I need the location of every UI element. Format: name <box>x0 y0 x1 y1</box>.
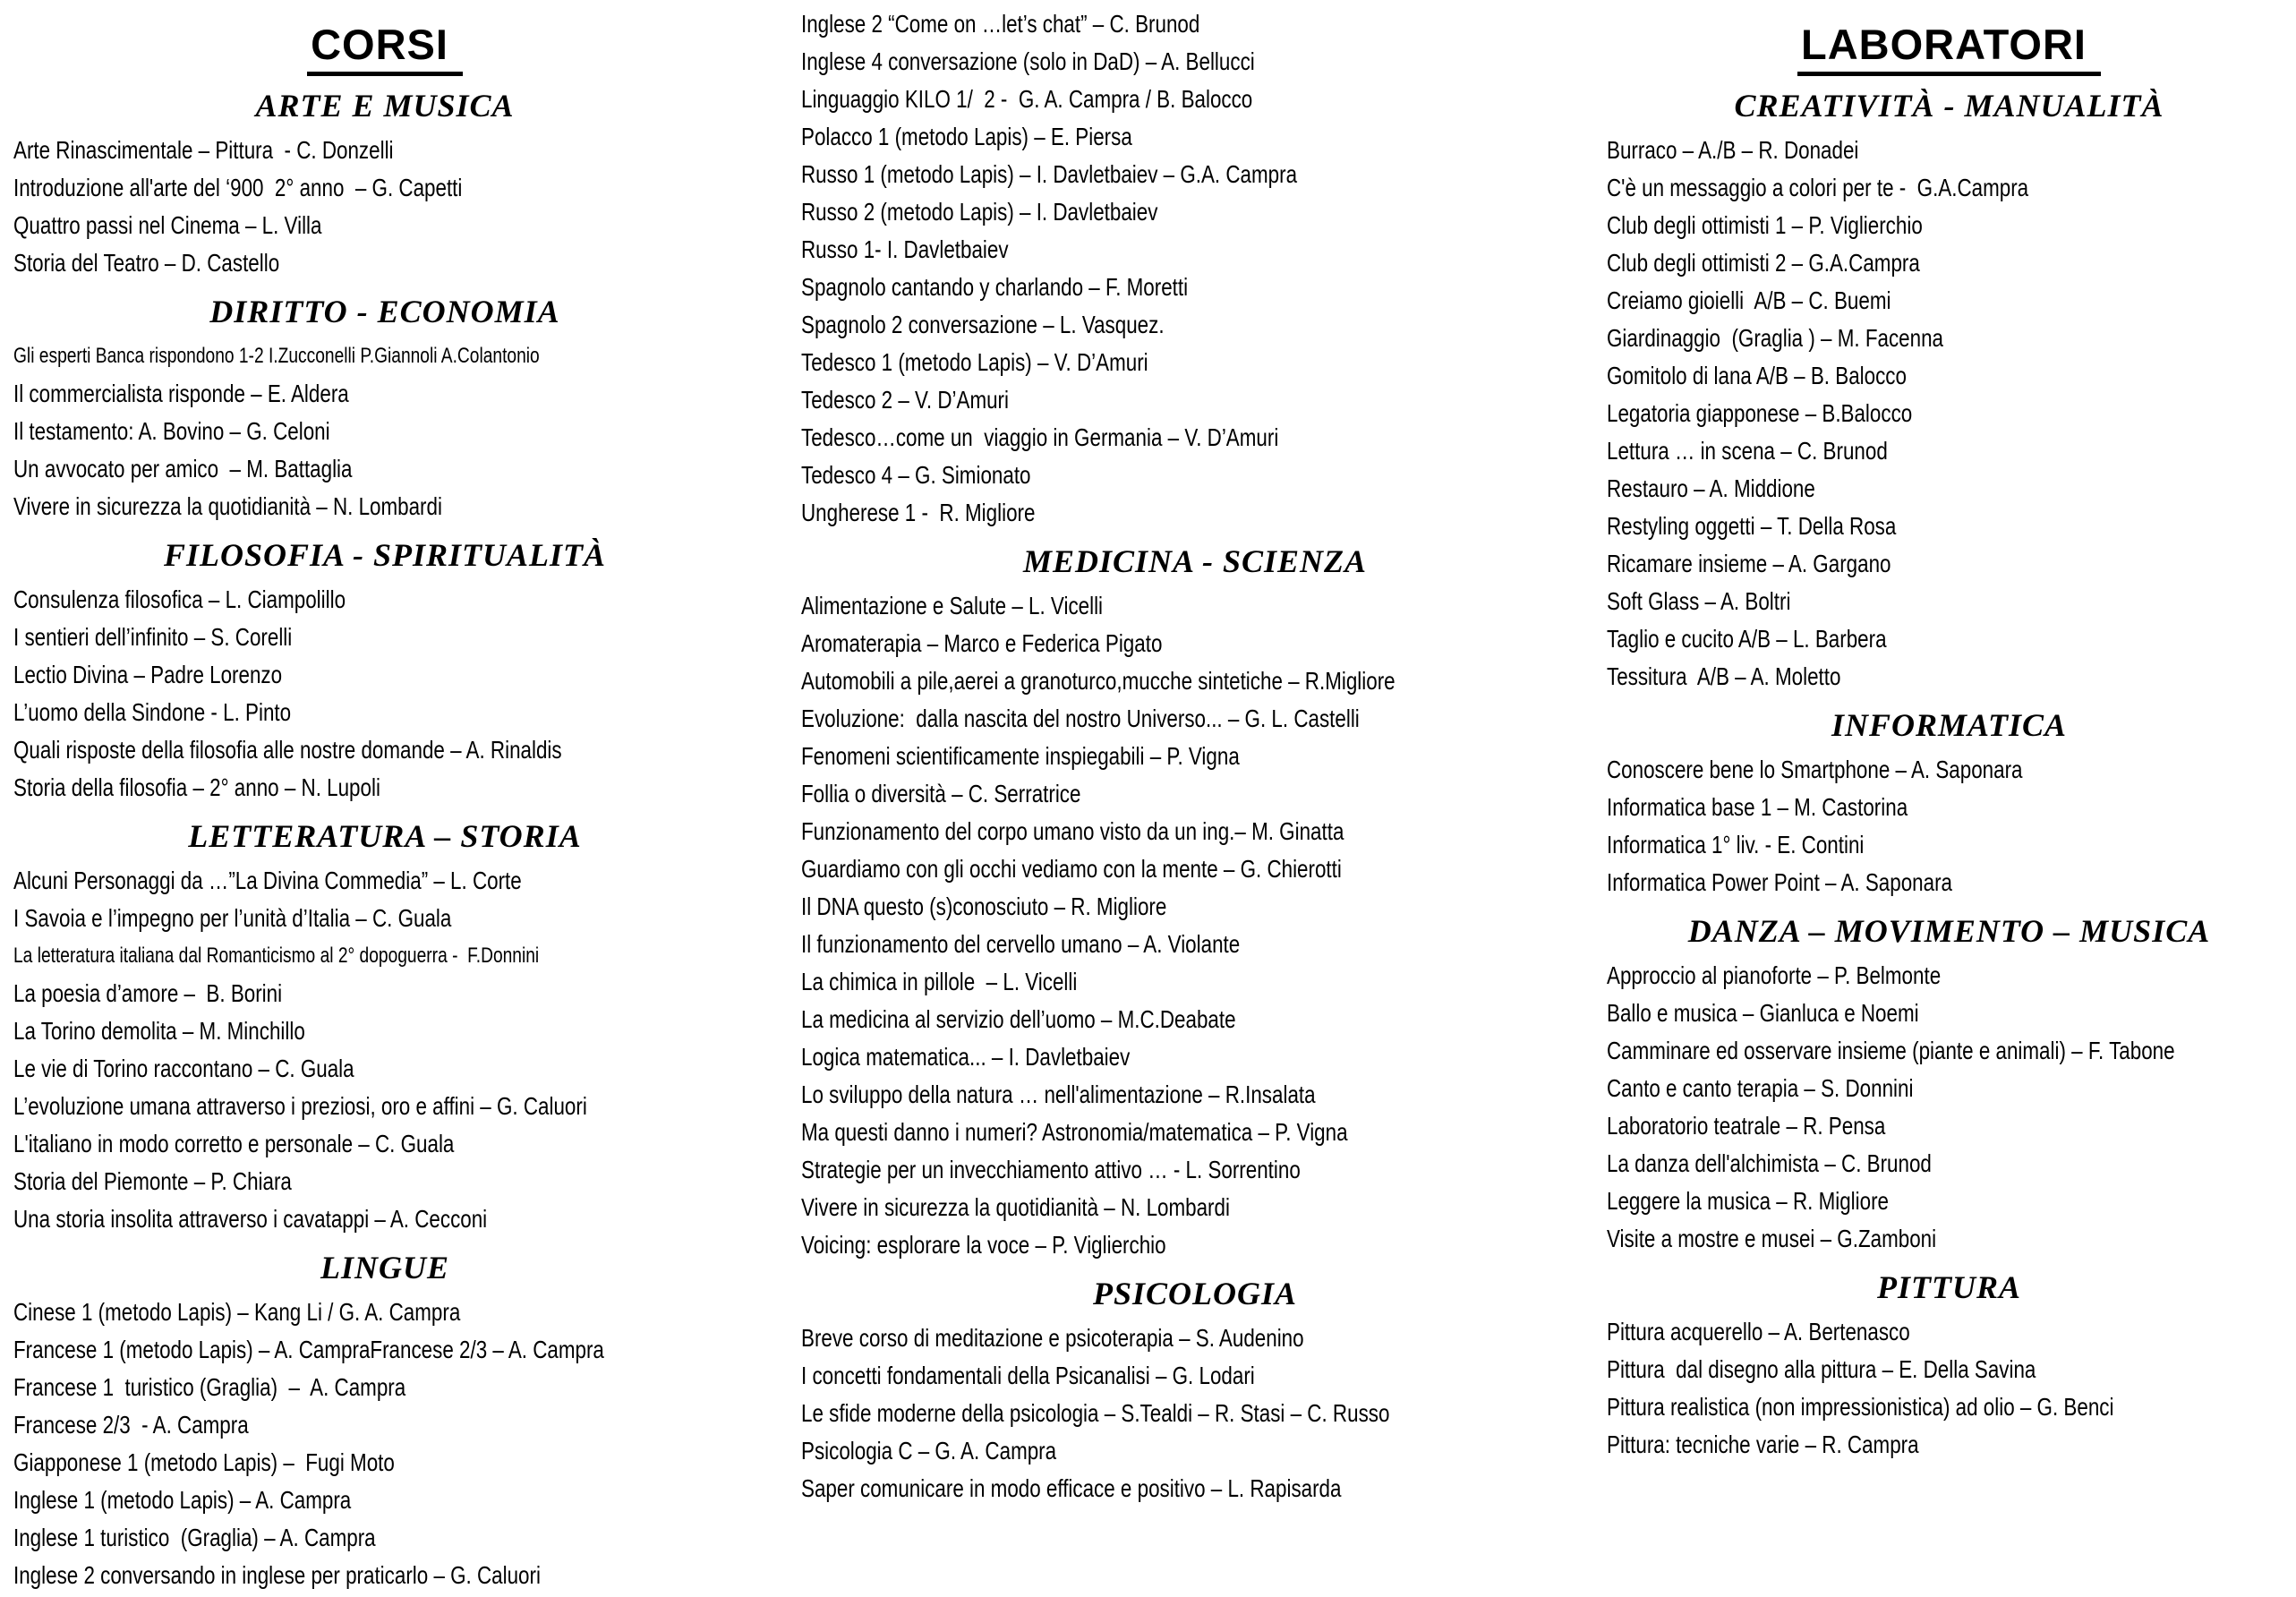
course-item: Follia o diversità – C. Serratrice <box>801 780 1081 807</box>
course-item: Canto e canto terapia – S. Donnini <box>1607 1074 1914 1102</box>
course-item: I concetti fondamentali della Psicanalisi – G. Lodari <box>801 1362 1255 1389</box>
course-item: C'è un messaggio a colori per te - G.A.Campra <box>1607 174 2029 201</box>
section-item-list <box>801 587 1589 1264</box>
course-item: Breve corso di meditazione e psicoterapia – S. Audenino <box>801 1324 1304 1352</box>
course-item: Voicing: esplorare la voce – P. Viglierchio <box>801 1231 1166 1259</box>
course-item: Conoscere bene lo Smartphone – A. Saponara <box>1607 756 2023 783</box>
column-laboratori <box>1598 0 2296 1597</box>
course-item: La Torino demolita – M. Minchillo <box>13 1017 305 1045</box>
course-item: Un avvocato per amico – M. Battaglia <box>13 455 353 483</box>
course-item: Club degli ottimisti 1 – P. Viglierchio <box>1607 211 1923 239</box>
course-item: Pittura dal disegno alla pittura – E. Della Savina <box>1607 1355 2036 1383</box>
course-item: Polacco 1 (metodo Lapis) – E. Piersa <box>801 123 1132 150</box>
course-item: Storia del Teatro – D. Castello <box>13 249 280 277</box>
section-heading: LINGUE <box>320 1250 449 1285</box>
course-item: Restauro – A. Middione <box>1607 474 1815 502</box>
course-item: Introduzione all'arte del ‘900 2° anno – G. Capetti <box>13 174 463 201</box>
course-item: Russo 1- I. Davletbaiev <box>801 235 1009 263</box>
course-item: Evoluzione: dalla nascita del nostro Universo... – G. L. Castelli <box>801 705 1360 732</box>
section-heading: PITTURA <box>1876 1269 2021 1305</box>
course-item: Vivere in sicurezza la quotidianità – N. Lombardi <box>13 492 442 520</box>
page-title-text: CORSI <box>307 20 463 76</box>
course-item: Spagnolo cantando y charlando – F. Moretti <box>801 273 1189 301</box>
course-item: L'italiano in modo corretto e personale – C. Guala <box>13 1130 455 1157</box>
course-item: Il funzionamento del cervello umano – A. Violante <box>801 930 1241 958</box>
section-item-list <box>1607 957 2292 1258</box>
course-item: Restyling oggetti – T. Della Rosa <box>1607 512 1897 540</box>
course-item: Funzionamento del corpo umano visto da un ing.– M. Ginatta <box>801 817 1344 845</box>
section-heading: PSICOLOGIA <box>1092 1276 1298 1311</box>
course-item: Saper comunicare in modo efficace e positivo – L. Rapisarda <box>801 1474 1342 1502</box>
course-item: Alcuni Personaggi da …”La Divina Commedia” – L. Corte <box>13 867 522 894</box>
section-item-list <box>13 862 756 1238</box>
course-item: Cinese 1 (metodo Lapis) – Kang Li / G. A. Campra <box>13 1298 461 1326</box>
section-heading: CREATIVITÀ - MANUALITÀ <box>1734 88 2164 124</box>
section-item-list <box>801 5 1589 532</box>
course-item: Visite a mostre e musei – G.Zamboni <box>1607 1225 1937 1252</box>
course-item: Inglese 1 (metodo Lapis) – A. Campra <box>13 1486 352 1514</box>
course-item: Linguaggio KILO 1/ 2 - G. A. Campra / B. Balocco <box>801 85 1253 113</box>
course-item: Soft Glass – A. Boltri <box>1607 587 1791 615</box>
course-item: La poesia d’amore – B. Borini <box>13 979 283 1007</box>
course-item: Inglese 4 conversazione (solo in DaD) – A. Bellucci <box>801 47 1255 75</box>
course-item: Informatica 1° liv. - E. Contini <box>1607 831 1865 858</box>
course-item: I sentieri dell’infinito – S. Corelli <box>13 623 293 651</box>
course-item: Consulenza filosofica – L. Ciampolillo <box>13 585 346 613</box>
course-item: Quattro passi nel Cinema – L. Villa <box>13 211 322 239</box>
course-item: Ungherese 1 - R. Migliore <box>801 499 1036 526</box>
course-item: Gli esperti Banca rispondono 1-2 I.Zucconelli P.Giannoli A.Colantonio <box>13 344 540 368</box>
course-item: Tessitura A/B – A. Moletto <box>1607 662 1841 690</box>
section-item-list <box>13 337 756 525</box>
course-item: Gomitolo di lana A/B – B. Balocco <box>1607 362 1907 389</box>
course-item: Giardinaggio (Graglia ) – M. Facenna <box>1607 324 1943 352</box>
section-heading: MEDICINA - SCIENZA <box>1022 543 1368 579</box>
course-item: Strategie per un invecchiamento attivo … - L. Sorrentino <box>801 1156 1301 1183</box>
course-item: Tedesco 4 – G. Simionato <box>801 461 1031 489</box>
course-item: Psicologia C – G. A. Campra <box>801 1437 1057 1465</box>
course-item: La medicina al servizio dell’uomo – M.C.Deabate <box>801 1005 1236 1033</box>
course-item: Pittura: tecniche varie – R. Campra <box>1607 1430 1919 1458</box>
course-item: La chimica in pillole – L. Vicelli <box>801 968 1078 995</box>
course-item: Storia della filosofia – 2° anno – N. Lupoli <box>13 773 380 801</box>
course-item: Aromaterapia – Marco e Federica Pigato <box>801 629 1163 657</box>
section-heading: DANZA – MOVIMENTO – MUSICA <box>1687 913 2211 949</box>
course-item: Il testamento: A. Bovino – G. Celoni <box>13 417 330 445</box>
course-item: Spagnolo 2 conversazione – L. Vasquez. <box>801 311 1165 338</box>
course-item: Automobili a pile,aerei a granoturco,mucche sintetiche – R.Migliore <box>801 667 1396 695</box>
course-item: Camminare ed osservare insieme (piante e animali) – F. Tabone <box>1607 1037 2175 1064</box>
course-item: Leggere la musica – R. Migliore <box>1607 1187 1889 1215</box>
section-item-list <box>13 132 756 282</box>
course-item: Burraco – A./B – R. Donadei <box>1607 136 1859 164</box>
course-item: Le sfide moderne della psicologia – S.Tealdi – R. Stasi – C. Russo <box>801 1399 1390 1427</box>
section-heading: ARTE E MUSICA <box>255 88 515 124</box>
section-item-list <box>801 1319 1589 1507</box>
section-heading: FILOSOFIA - SPIRITUALITÀ <box>163 537 607 573</box>
course-item: Taglio e cucito A/B – L. Barbera <box>1607 625 1887 653</box>
course-item: Quali risposte della filosofia alle nostre domande – A. Rinaldis <box>13 736 562 764</box>
course-item: Tedesco…come un viaggio in Germania – V. D’Amuri <box>801 423 1279 451</box>
course-item: Ballo e musica – Gianluca e Noemi <box>1607 999 1919 1027</box>
course-item: Giapponese 1 (metodo Lapis) – Fugi Moto <box>13 1448 395 1476</box>
course-item: Lectio Divina – Padre Lorenzo <box>13 661 283 688</box>
course-item: Il commercialista risponde – E. Aldera <box>13 380 349 407</box>
section-item-list <box>1607 132 2292 696</box>
course-item: Russo 1 (metodo Lapis) – I. Davletbaiev – G.A. Campra <box>801 160 1298 188</box>
course-item: Alimentazione e Salute – L. Vicelli <box>801 592 1104 619</box>
course-item: Inglese 2 “Come on …let’s chat” – C. Brunod <box>801 10 1200 38</box>
course-item: Pittura acquerello – A. Bertenasco <box>1607 1318 1910 1345</box>
page-title-text: LABORATORI <box>1797 20 2101 76</box>
course-item: I Savoia e l’impegno per l’unità d’Italia – C. Guala <box>13 904 452 932</box>
course-item: Inglese 2 conversando in inglese per praticarlo – G. Caluori <box>13 1561 541 1589</box>
course-item: Il DNA questo (s)conosciuto – R. Migliore <box>801 892 1167 920</box>
section-item-list <box>1607 1313 2292 1464</box>
column-lingue-continued <box>779 0 1598 1597</box>
course-item: Storia del Piemonte – P. Chiara <box>13 1167 292 1195</box>
course-item: La letteratura italiana dal Romanticismo al 2° dopoguerra - F.Donnini <box>13 944 540 968</box>
course-item: Tedesco 1 (metodo Lapis) – V. D’Amuri <box>801 348 1148 376</box>
course-item: Francese 1 turistico (Graglia) – A. Campra <box>13 1373 406 1401</box>
section-heading: INFORMATICA <box>1831 707 2068 743</box>
course-item: Logica matematica... – I. Davletbaiev <box>801 1043 1131 1071</box>
section-item-list <box>13 1294 756 1594</box>
course-item: Inglese 1 turistico (Graglia) – A. Campra <box>13 1524 376 1551</box>
column-corsi <box>0 0 779 1597</box>
course-item: Pittura realistica (non impressionistica) ad olio – G. Benci <box>1607 1393 2114 1421</box>
course-item: Guardiamo con gli occhi vediamo con la mente – G. Chierotti <box>801 855 1342 883</box>
course-item: Ricamare insieme – A. Gargano <box>1607 550 1891 577</box>
course-item: Ma questi danno i numeri? Astronomia/matematica – P. Vigna <box>801 1118 1348 1146</box>
course-item: Laboratorio teatrale – R. Pensa <box>1607 1112 1886 1140</box>
course-item: Fenomeni scientificamente inspiegabili – P. Vigna <box>801 742 1240 770</box>
course-item: Lettura … in scena – C. Brunod <box>1607 437 1888 465</box>
course-item: L’evoluzione umana attraverso i preziosi, oro e affini – G. Caluori <box>13 1092 587 1120</box>
section-heading: DIRITTO - ECONOMIA <box>209 294 560 329</box>
course-item: Russo 2 (metodo Lapis) – I. Davletbaiev <box>801 198 1158 226</box>
page-title-corsi <box>13 20 756 76</box>
course-item: L’uomo della Sindone - L. Pinto <box>13 698 292 726</box>
course-item: Francese 2/3 - A. Campra <box>13 1411 249 1439</box>
course-item: Club degli ottimisti 2 – G.A.Campra <box>1607 249 1920 277</box>
course-item: La danza dell'alchimista – C. Brunod <box>1607 1149 1932 1177</box>
section-item-list <box>1607 751 2292 901</box>
course-item: Informatica Power Point – A. Saponara <box>1607 868 1952 896</box>
course-item: Una storia insolita attraverso i cavatappi – A. Cecconi <box>13 1205 488 1233</box>
section-heading: LETTERATURA – STORIA <box>188 818 582 854</box>
page-title-laboratori <box>1607 20 2292 76</box>
course-item: Le vie di Torino raccontano – C. Guala <box>13 1055 354 1082</box>
section-item-list <box>13 581 756 807</box>
course-item: Vivere in sicurezza la quotidianità – N. Lombardi <box>801 1193 1230 1221</box>
course-item: Tedesco 2 – V. D’Amuri <box>801 386 1009 414</box>
course-item: Informatica base 1 – M. Castorina <box>1607 793 1908 821</box>
course-item: Lo sviluppo della natura … nell'alimentazione – R.Insalata <box>801 1080 1316 1108</box>
course-item: Creiamo gioielli A/B – C. Buemi <box>1607 286 1891 314</box>
course-item: Legatoria giapponese – B.Balocco <box>1607 399 1913 427</box>
course-item: Arte Rinascimentale – Pittura - C. Donzelli <box>13 136 394 164</box>
course-item: Francese 1 (metodo Lapis) – A. CampraFrancese 2/3 – A. Campra <box>13 1336 604 1363</box>
course-item: Approccio al pianoforte – P. Belmonte <box>1607 961 1942 989</box>
